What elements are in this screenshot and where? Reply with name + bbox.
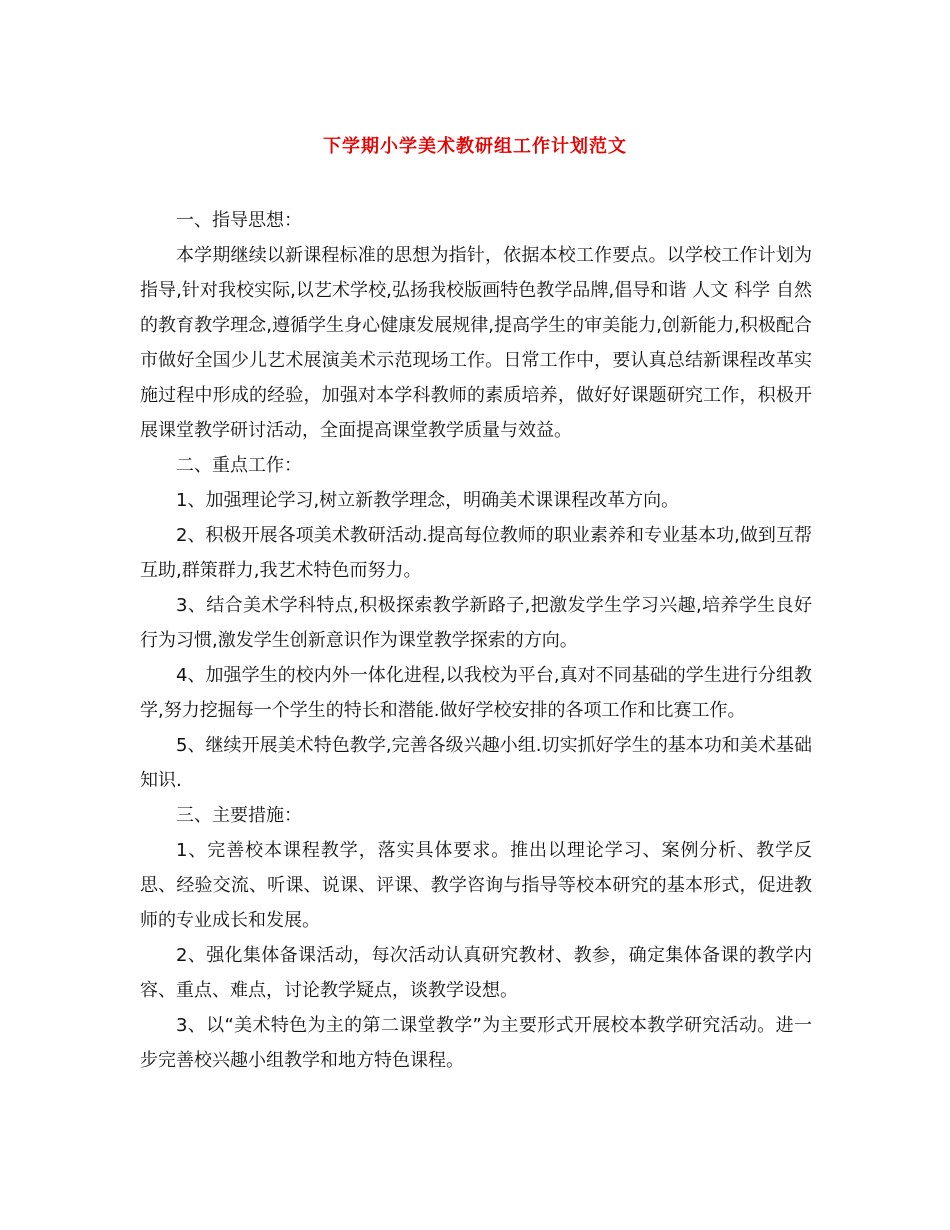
section-heading-guiding-ideology: 一、指导思想： [176,210,302,231]
document-title: 下学期小学美术教研组工作计划范文 [323,136,627,157]
measure-item-3: 3、以“美术特色为主的第二课堂教学”为主要形式开展校本教学研究活动。进一步完善校兴趣小组教学和地方特色课程。 [140,1015,812,1071]
document-body [140,203,812,1078]
key-work-item-3: 3、结合美术学科特点,积极探索教学新路子,把激发学生学习兴趣,培养学生良好行为习惯,激发学生创新意识作为课堂教学探索的方向。 [140,595,812,651]
measure-item-2: 2、强化集体备课活动，每次活动认真研究教材、教参，确定集体备课的教学内容、重点、难点，讨论教学疑点，谈教学设想。 [140,945,812,1001]
key-work-item-4: 4、加强学生的校内外一体化进程,以我校为平台,真对不同基础的学生进行分组教学,努力挖掘每一个学生的特长和潜能.做好学校安排的各项工作和比赛工作。 [140,665,812,721]
key-work-item-5: 5、继续开展美术特色教学,完善各级兴趣小组.切实抓好学生的基本功和美术基础知识. [140,735,812,791]
section-heading-key-work: 二、重点工作： [176,455,302,476]
measure-item-1: 1、完善校本课程教学，落实具体要求。推出以理论学习、案例分析、教学反思、经验交流、听课、说课、评课、教学咨询与指导等校本研究的基本形式，促进教师的专业成长和发展。 [140,840,812,931]
section-heading-main-measures: 三、主要措施： [176,805,302,826]
key-work-item-2: 2、积极开展各项美术教研活动.提高每位教师的职业素养和专业基本功,做到互帮互助,群策群力,我艺术特色而努力。 [140,525,812,581]
paragraph-guiding-ideology: 本学期继续以新课程标准的思想为指针，依据本校工作要点。以学校工作计划为指导,针对我校实际,以艺术学校,弘扬我校版画特色教学品牌,倡导和谐 人文 科学 自然的教育教学理念,遵循学生身心健康发展规律,提高学生的审美能力,创新能力,积极配合市做好全国少儿艺术展演美术示范现场工作。日常工作中，要认真总结新课程改革实施过程中形成的经验，加强对本学科教师的素质培养，做好好课题研究工作，积极开展课堂教学研讨活动，全面提高课堂教学质量与效益。 [140,245,812,441]
key-work-item-1: 1、加强理论学习,树立新教学理念，明确美术课课程改革方向。 [176,490,680,511]
